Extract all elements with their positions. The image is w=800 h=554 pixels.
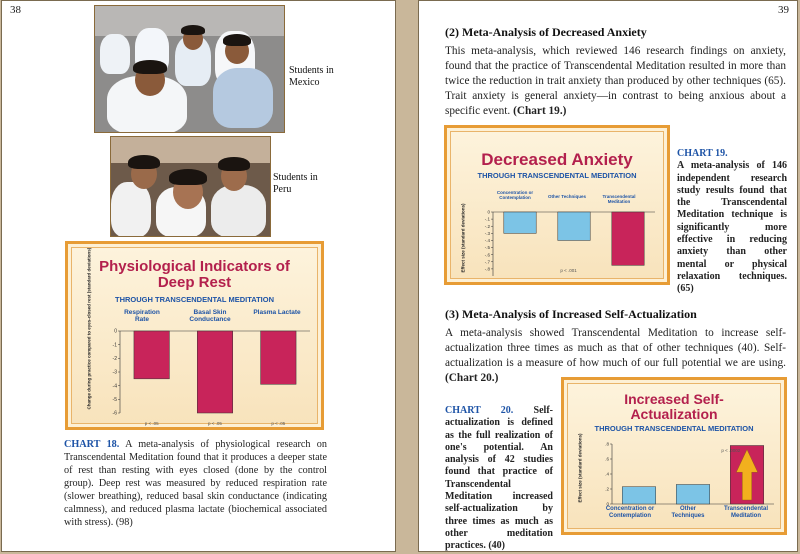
bar bbox=[134, 331, 169, 379]
y-tick-label: -.8 bbox=[484, 266, 490, 272]
chart18-category-label: Respiration Rate bbox=[124, 309, 160, 323]
y-tick-label: -.3 bbox=[484, 230, 490, 236]
section2-body bbox=[445, 44, 786, 119]
chart19-caption-lead: CHART 19. bbox=[677, 148, 728, 159]
chart20-caption-body: Self-actualization is defined as the full realization of one's potential. An analysis of 42 studies found that practice of Transcendental Meditation increased self-actualization by three times as much as other meditation practices. (40) bbox=[445, 405, 553, 552]
chart20-category-label: Concentration or Contemplation bbox=[605, 506, 655, 519]
photo-students-mexico bbox=[94, 5, 285, 133]
chart19-title: Decreased Anxiety bbox=[481, 150, 633, 169]
y-tick-label: -.1 bbox=[484, 216, 490, 222]
chart18-caption bbox=[64, 438, 327, 529]
chart20-subtitle: THROUGH TRANSCENDENTAL MEDITATION bbox=[594, 424, 754, 433]
chart19-category-label: Concentration or Contemplation bbox=[496, 190, 534, 200]
chart19-figure bbox=[444, 125, 670, 285]
chart19-caption-body: A meta-analysis of 146 independent research study results found that the Transcendental Meditation technique is significantly more effective in reducing anxiety than other mental or physical relaxation techniques. (65) bbox=[677, 160, 787, 295]
chart19-category-label: Transcendental Meditation bbox=[602, 194, 636, 204]
p-value-label: p < .05 bbox=[208, 421, 222, 426]
chart19-caption bbox=[677, 148, 787, 296]
bar bbox=[261, 331, 296, 384]
y-tick-label: -2 bbox=[112, 355, 117, 362]
p-value-label: p < .0002 bbox=[721, 448, 741, 453]
y-tick-label: -6 bbox=[112, 410, 117, 417]
bar bbox=[612, 212, 644, 265]
caption-students-mexico: Students in Mexico bbox=[289, 65, 334, 88]
y-tick-label: -.5 bbox=[484, 245, 490, 251]
bar bbox=[558, 212, 590, 240]
chart18-category-label: Basal Skin Conductance bbox=[189, 309, 231, 323]
bar bbox=[504, 212, 536, 233]
bar bbox=[197, 331, 232, 413]
left-page bbox=[1, 0, 396, 552]
page-number: 38 bbox=[10, 4, 21, 16]
chart20-title: Increased Self-Actualization bbox=[624, 391, 724, 422]
y-tick-label: 0 bbox=[606, 501, 609, 506]
chart20-category-label: Transcendental Meditation bbox=[723, 506, 768, 519]
y-tick-label: -.4 bbox=[484, 238, 490, 244]
section2-body-text: This meta-analysis, which reviewed 146 research findings on anxiety, found that the practice of Transcendental Meditation resulted in more than twice the reduction in trait anxiety than produced by other techniques (65). Trait anxiety is general anxiety—in contrast to being anxious about a specific event. bbox=[445, 45, 786, 117]
caption-students-peru: Students in Peru bbox=[273, 172, 318, 195]
chart18-title: Physiological Indicators of Deep Rest bbox=[99, 258, 290, 291]
chart18-category-label: Plasma Lactate bbox=[253, 309, 301, 316]
bar bbox=[622, 487, 655, 504]
section3-body-text: A meta-analysis showed Transcendental Meditation to increase self-actualization three times as much as that of other techniques (40). Self-actualization is a measure of how much of our full potential we are using. bbox=[445, 327, 786, 369]
y-tick-label: -.7 bbox=[484, 259, 490, 265]
section2-heading: (2) Meta-Analysis of Decreased Anxiety bbox=[445, 25, 647, 39]
section3-heading: (3) Meta-Analysis of Increased Self-Actualization bbox=[445, 307, 697, 321]
y-tick-label: .2 bbox=[605, 486, 609, 492]
photo-students-peru bbox=[110, 136, 271, 237]
y-tick-label: .8 bbox=[605, 441, 609, 447]
p-value-label: p < .001 bbox=[560, 268, 577, 273]
bar bbox=[676, 485, 709, 505]
chart18-ylabel: Change during practice compared to eyes-closed rest (standard deviations) bbox=[86, 247, 92, 410]
y-tick-label: .4 bbox=[605, 471, 609, 477]
chart18-plot bbox=[98, 327, 318, 427]
chart-svg bbox=[473, 208, 663, 280]
chart18-caption-lead: CHART 18. bbox=[64, 439, 120, 450]
y-tick-label: -.6 bbox=[484, 252, 490, 258]
page-number: 39 bbox=[778, 4, 789, 16]
y-tick-label: 0 bbox=[114, 328, 117, 335]
y-tick-label: -3 bbox=[112, 369, 117, 376]
y-tick-label: .6 bbox=[605, 456, 609, 462]
y-tick-label: -5 bbox=[112, 396, 117, 403]
chart20-category-label: Other Techniques bbox=[671, 506, 705, 519]
chart18-subtitle: THROUGH TRANSCENDENTAL MEDITATION bbox=[114, 295, 275, 304]
chart19-subtitle: THROUGH TRANSCENDENTAL MEDITATION bbox=[477, 171, 637, 180]
y-tick-label: -4 bbox=[112, 383, 117, 390]
section3-chart-ref: (Chart 20.) bbox=[445, 372, 499, 384]
chart20-figure bbox=[561, 377, 787, 535]
y-tick-label: -.2 bbox=[484, 223, 490, 229]
section2-chart-ref: (Chart 19.) bbox=[513, 105, 567, 117]
y-tick-label: 0 bbox=[487, 209, 490, 215]
y-tick-label: -1 bbox=[112, 342, 117, 349]
chart19-category-label: Other Techniques bbox=[548, 194, 586, 199]
p-value-label: p < .05 bbox=[144, 421, 159, 426]
chart-svg bbox=[592, 438, 782, 506]
chart19-plot bbox=[473, 208, 663, 280]
chart20-caption bbox=[445, 405, 553, 552]
right-page bbox=[418, 0, 798, 552]
chart19-ylabel: Effect size (standard deviations) bbox=[460, 203, 466, 273]
chart18-caption-body: A meta-analysis of physiological research on Transcendental Meditation found that it produces a deeper state of rest than resting with eyes closed (done by the control group). Deep rest was measured by reduced respiration rate (slower breathing), reduced basal skin conductance (indicating calmness), and reduced plasma lactate (biochemical associated with stress). (98) bbox=[64, 439, 327, 528]
p-value-label: p < .05 bbox=[271, 421, 286, 426]
chart20-caption-lead: CHART 20. bbox=[445, 405, 514, 416]
chart20-plot bbox=[592, 438, 782, 506]
chart18-figure bbox=[65, 241, 324, 430]
chart-svg bbox=[98, 327, 318, 427]
chart20-ylabel: Effect size (standard deviations) bbox=[577, 433, 583, 503]
